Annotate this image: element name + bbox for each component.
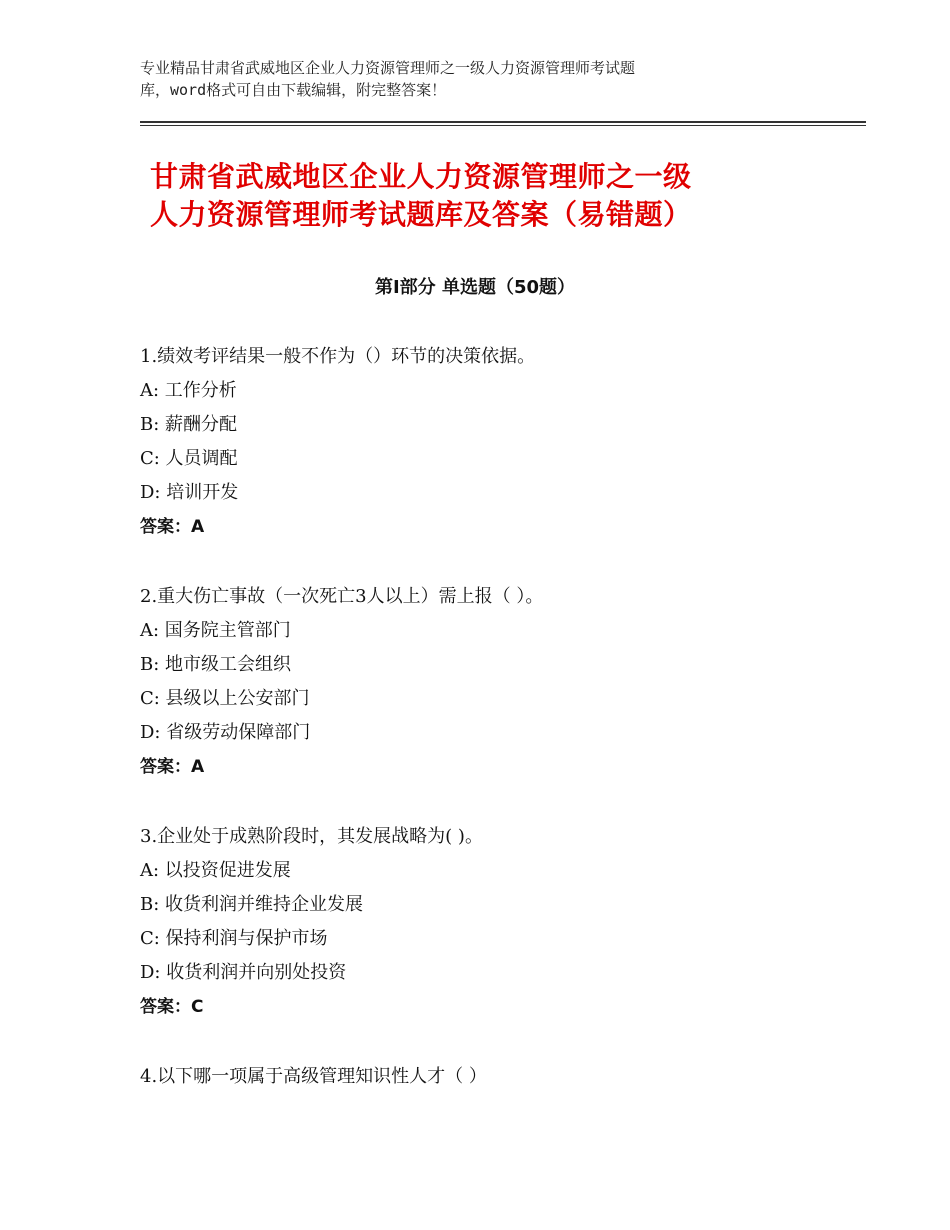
section-title: 第Ⅰ部分 单选题（50题）: [374, 277, 575, 298]
option-a: A: 国务院主管部门: [140, 620, 291, 641]
question-1: [140, 340, 860, 544]
option-d: D: 收货利润并向别处投资: [140, 962, 347, 983]
header-divider-thin: [140, 125, 866, 126]
option-c: C: 县级以上公安部门: [140, 688, 310, 709]
question-stem: 3.企业处于成熟阶段时，其发展战略为( )。: [140, 826, 483, 847]
question-stem: 4.以下哪一项属于高级管理知识性人才（ ）: [140, 1066, 487, 1087]
question-list: [140, 340, 860, 1130]
answer-label: 答案：A: [140, 757, 205, 777]
question-4: [140, 1060, 860, 1094]
document-header-note: [140, 57, 820, 101]
option-c: C: 保持利润与保护市场: [140, 928, 328, 949]
answer-label: 答案：A: [140, 517, 205, 537]
option-b: B: 收货利润并维持企业发展: [140, 894, 364, 915]
option-b: B: 地市级工会组织: [140, 654, 292, 675]
header-divider-thick: [140, 121, 866, 123]
question-2: [140, 580, 860, 784]
header-note-line-1: 专业精品甘肃省武威地区企业人力资源管理师之一级人力资源管理师考试题: [140, 59, 636, 77]
question-3: [140, 820, 860, 1024]
header-note-line-2: 库，word格式可自由下载编辑，附完整答案！: [140, 81, 447, 99]
document-title: [150, 158, 830, 234]
document-title-line-2: 人力资源管理师考试题库及答案（易错题）: [150, 198, 692, 231]
document-title-line-1: 甘肃省武威地区企业人力资源管理师之一级: [150, 160, 692, 193]
option-b: B: 薪酬分配: [140, 414, 238, 435]
option-d: D: 省级劳动保障部门: [140, 722, 311, 743]
option-a: A: 以投资促进发展: [140, 860, 291, 881]
answer-label: 答案：C: [140, 997, 204, 1017]
option-d: D: 培训开发: [140, 482, 239, 503]
option-a: A: 工作分析: [140, 380, 237, 401]
option-c: C: 人员调配: [140, 448, 238, 469]
question-stem: 2.重大伤亡事故（一次死亡3人以上）需上报（ ）。: [140, 586, 544, 607]
question-stem: 1.绩效考评结果一般不作为（）环节的决策依据。: [140, 346, 536, 367]
